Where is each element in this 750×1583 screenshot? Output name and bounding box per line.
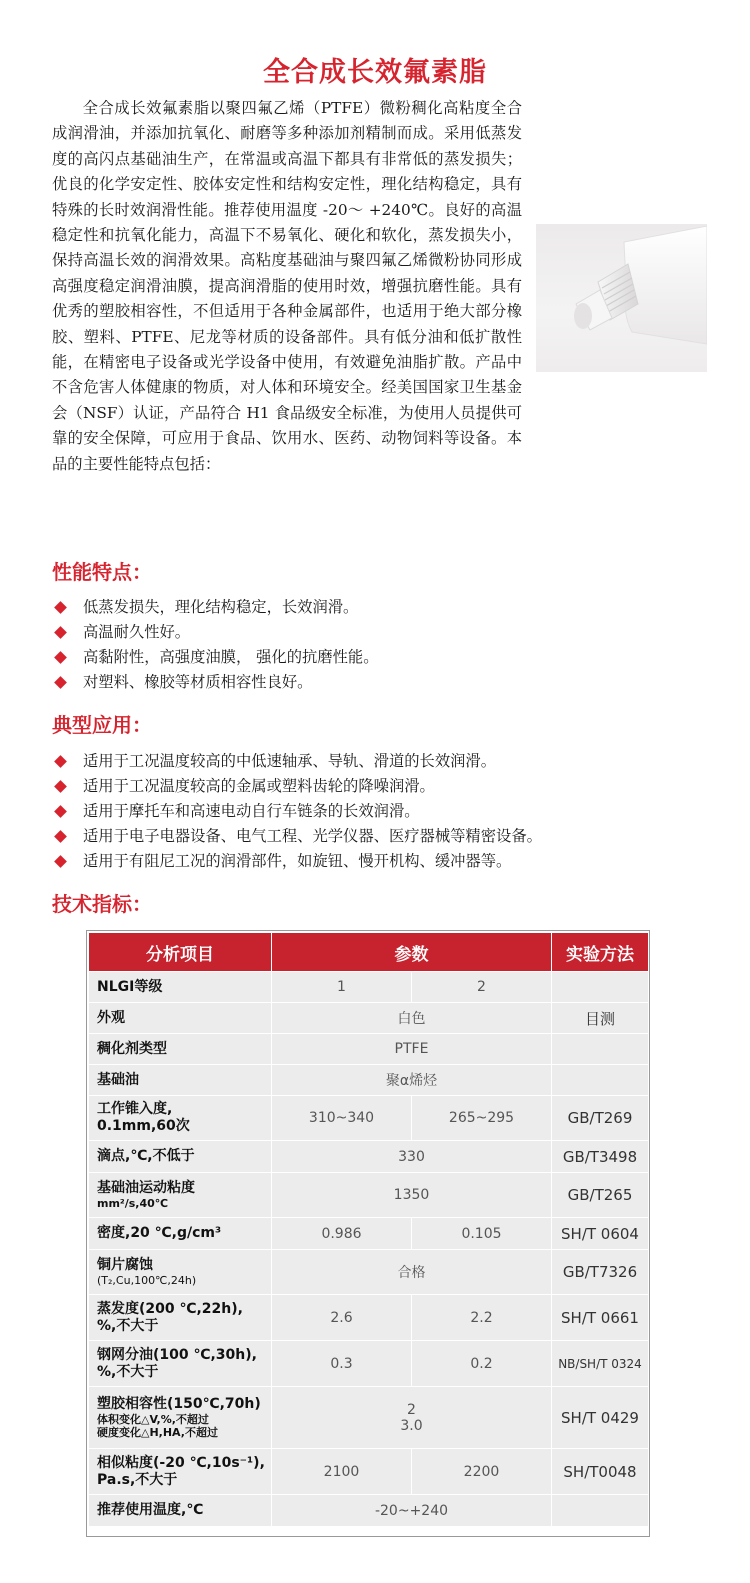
- cell-method: [552, 1065, 649, 1096]
- intro-paragraph: 全合成长效氟素脂以聚四氟乙烯（PTFE）微粉稠化高粘度全合成润滑油，并添加抗氧化、耐磨等多种添加剂精制而成。采用低蒸发度的高闪点基础油生产，在常温或高温下都具有非常低的蒸发损失；优良的化学安定性、胶体安定性和结构安定性，理化结构稳定，具有特殊的长时效润滑性能。推荐使用温度 -20～ +240℃。良好的高温稳定性和抗氧化能力，高温下不易氧化、硬化和软化，蒸发损失小，保持高温长效的润滑效果。高粘度基础油与聚四氟乙烯微粉协同形成高强度稳定润滑油膜，提高润滑脂的使用时效，增强抗磨性能。具有优秀的塑胶相容性，不但适用于各种金属部件，也适用于绝大部分橡胶、塑料、PTFE、尼龙等材质的设备部件。具有低分油和低扩散性能，在精密电子设备或光学设备中使用，有效避免油脂扩散。产品中不含危害人体健康的物质，对人体和环境安全。经美国国家卫生基金会（NSF）认证，产品符合 H1 食品级安全标准，为使用人员提供可靠的安全保障，可应用于食品、饮用水、医药、动物饲料等设备。本品的主要性能特点包括：: [52, 99, 522, 473]
- row-label: NLGI等级: [89, 972, 272, 1003]
- cell-value: 白色: [272, 1003, 552, 1034]
- cell-method: SH/T 0604: [552, 1218, 649, 1250]
- diamond-bullet-icon: [54, 805, 67, 818]
- cell-value: 1: [272, 972, 412, 1003]
- cell-value: 0.105: [412, 1218, 552, 1250]
- diamond-bullet-icon: [54, 626, 67, 639]
- cell-value: 聚α烯烃: [272, 1065, 552, 1096]
- cell-value: 0.3: [272, 1341, 412, 1387]
- list-item: 高温耐久性好。: [55, 620, 735, 645]
- cell-value: 合格: [272, 1250, 552, 1295]
- features-heading: 性能特点：: [52, 560, 152, 584]
- table-row: [89, 1034, 649, 1065]
- row-label: 钢网分油(100 ℃,30h), %,不大于: [89, 1341, 272, 1387]
- cell-value: 1350: [272, 1173, 552, 1218]
- cell-method: [552, 1034, 649, 1065]
- row-label: 蒸发度(200 ℃,22h), %,不大于: [89, 1295, 272, 1341]
- table-row: [89, 1141, 649, 1173]
- cell-value: 2200: [412, 1449, 552, 1495]
- list-item: 适用于工况温度较高的金属或塑料齿轮的降噪润滑。: [55, 774, 735, 799]
- cell-value: 0.2: [412, 1341, 552, 1387]
- cell-value: 310~340: [272, 1096, 412, 1141]
- table-row: [89, 1341, 649, 1387]
- row-label: 基础油: [89, 1065, 272, 1096]
- cell-value: 2: [412, 972, 552, 1003]
- cell-method: NB/SH/T 0324: [552, 1341, 649, 1387]
- table-row: [89, 1449, 649, 1495]
- product-tube-image: [536, 224, 707, 372]
- cell-value: 2 3.0: [272, 1387, 552, 1449]
- col-header-params: 参数: [272, 933, 552, 972]
- cell-value: 265~295: [412, 1096, 552, 1141]
- row-label: 稠化剂类型: [89, 1034, 272, 1065]
- row-label: 基础油运动粘度 mm²/s,40℃: [89, 1173, 272, 1218]
- cell-value: 330: [272, 1141, 552, 1173]
- diamond-bullet-icon: [54, 855, 67, 868]
- cell-value: 2.2: [412, 1295, 552, 1341]
- table-header-row: [89, 933, 649, 972]
- list-item: 对塑料、橡胶等材质相容性良好。: [55, 670, 735, 695]
- table-row: [89, 972, 649, 1003]
- applications-list: [55, 749, 735, 874]
- row-label: 密度,20 ℃,g/cm³: [89, 1218, 272, 1250]
- list-item: 适用于工况温度较高的中低速轴承、导轨、滑道的长效润滑。: [55, 749, 735, 774]
- cell-method: GB/T269: [552, 1096, 649, 1141]
- cell-method: [552, 972, 649, 1003]
- cell-value: 0.986: [272, 1218, 412, 1250]
- col-header-item: 分析项目: [89, 933, 272, 972]
- row-label: 推荐使用温度,℃: [89, 1495, 272, 1527]
- applications-heading: 典型应用：: [52, 713, 152, 737]
- cell-method: GB/T3498: [552, 1141, 649, 1173]
- features-list: [55, 595, 735, 695]
- cell-method: 目测: [552, 1003, 649, 1034]
- table-row: [89, 1250, 649, 1295]
- cell-method: SH/T 0661: [552, 1295, 649, 1341]
- table-row: [89, 1003, 649, 1034]
- table-row: [89, 1218, 649, 1250]
- diamond-bullet-icon: [54, 780, 67, 793]
- diamond-bullet-icon: [54, 601, 67, 614]
- table-row: [89, 1295, 649, 1341]
- cell-method: SH/T 0429: [552, 1387, 649, 1449]
- specs-heading: 技术指标：: [52, 892, 152, 916]
- row-label: 外观: [89, 1003, 272, 1034]
- list-item: 适用于摩托车和高速电动自行车链条的长效润滑。: [55, 799, 735, 824]
- col-header-method: 实验方法: [552, 933, 649, 972]
- table-row: [89, 1065, 649, 1096]
- table-row: [89, 1387, 649, 1449]
- cell-value: PTFE: [272, 1034, 552, 1065]
- table-row: [89, 1495, 649, 1527]
- cell-method: [552, 1495, 649, 1527]
- cell-value: -20~+240: [272, 1495, 552, 1527]
- tube-product-photo-icon: [536, 224, 707, 372]
- table-row: [89, 1096, 649, 1141]
- cell-value: 2.6: [272, 1295, 412, 1341]
- list-item: 低蒸发损失，理化结构稳定，长效润滑。: [55, 595, 735, 620]
- list-item: 适用于电子电器设备、电气工程、光学仪器、医疗器械等精密设备。: [55, 824, 735, 849]
- table-row: [89, 1173, 649, 1218]
- list-item: 高黏附性，高强度油膜， 强化的抗磨性能。: [55, 645, 735, 670]
- row-label: 相似粘度(-20 ℃,10s⁻¹), Pa.s,不大于: [89, 1449, 272, 1495]
- list-item: 适用于有阻尼工况的润滑部件，如旋钮、慢开机构、缓冲器等。: [55, 849, 735, 874]
- cell-method: SH/T0048: [552, 1449, 649, 1495]
- cell-method: GB/T265: [552, 1173, 649, 1218]
- diamond-bullet-icon: [54, 755, 67, 768]
- diamond-bullet-icon: [54, 676, 67, 689]
- cell-method: GB/T7326: [552, 1250, 649, 1295]
- row-label: 工作锥入度, 0.1mm,60次: [89, 1096, 272, 1141]
- page-title: 全合成长效氟素脂: [263, 57, 487, 89]
- cell-value: 2100: [272, 1449, 412, 1495]
- row-label: 铜片腐蚀 (T₂,Cu,100℃,24h): [89, 1250, 272, 1295]
- spec-table: [88, 932, 649, 1527]
- diamond-bullet-icon: [54, 651, 67, 664]
- diamond-bullet-icon: [54, 830, 67, 843]
- row-label: 滴点,℃,不低于: [89, 1141, 272, 1173]
- row-label: 塑胶相容性(150℃,70h) 体积变化△V,%,不超过 硬度变化△H,HA,不超过: [89, 1387, 272, 1449]
